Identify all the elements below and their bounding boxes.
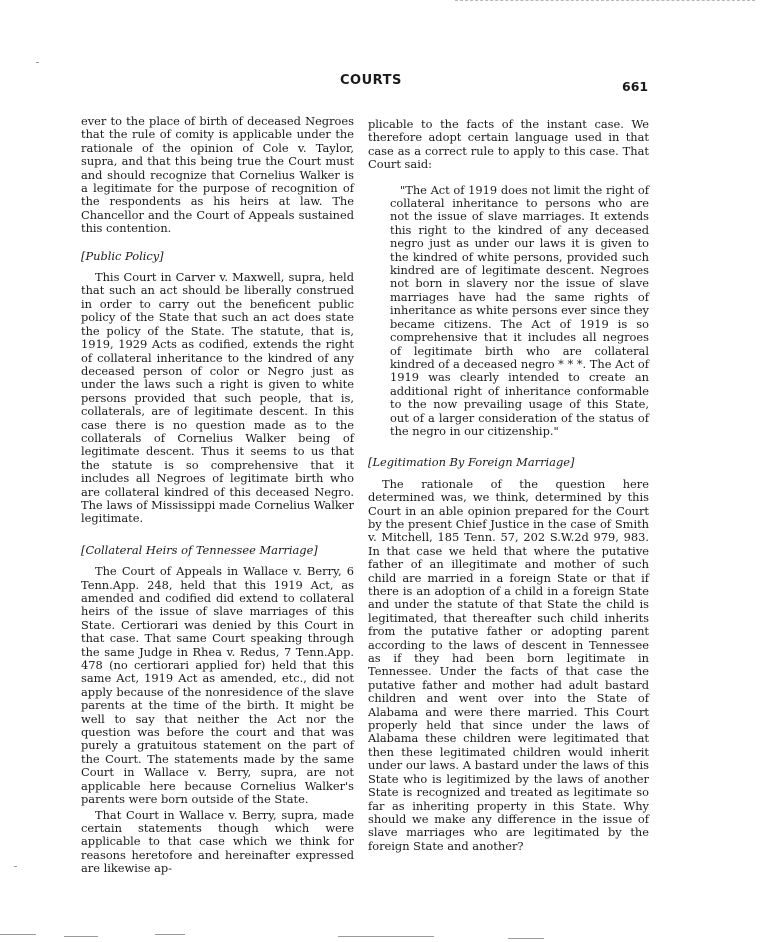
block-quote: "The Act of 1919 does not limit the right of collateral inheritance to persons who are not the issue of slave marriages. It extends this right to the kindred of any deceased negro just as under our laws it is given to the kindred of white persons, provided such kindred are of legitimate descent. Negroes not born in slavery nor the issue of slave marriages have had the same rights of inheritance as white persons ever since they became citizens. The Act of 1919 is so comprehensive that it includes all negroes of legitimate birth who are collateral kindred of a deceased negro * * *. The Act of 1919 was clearly intended to create an additional right of inheritance conformable to the now prevailing usage of this State, out of a larger consideration of the status of the negro in our citizenship." <box>390 182 649 438</box>
scan-mark <box>64 936 98 937</box>
top-edge-rule <box>455 0 755 1</box>
paragraph-intro: ever to the place of birth of deceased Negroes that the rule of comity is applicable under the rationale of the opinion of Cole v. Taylor, supra, and that this being true the Court must and should recognize that Cornelius Walker is a legitimate for the purpose of recognition of the respondents as his heirs at law. The Chancellor and the Court of Appeals sustained this contention. <box>81 114 354 236</box>
scan-mark <box>155 934 185 935</box>
section-heading-foreign-marriage: [Legitimation By Foreign Marriage] <box>368 455 575 470</box>
paragraph-public-policy: This Court in Carver v. Maxwell, supra, held that such an act should be liberally construed in order to carry out the beneficent public policy of the State that such an act does state the policy of the State. The statute, that is, 1919, 1929 Acts as codified, extends the right of collateral inheritance to the kindred of any deceased person of color or Negro just as under the laws such a right is given to white persons provided that such people, that is, collaterals, are of legitimate descent. In this case there is no question made as to the collaterals of Cornelius Walker being of legitimate descent. Thus it seems to us that the statute is so comprehensive that it includes all Negroes of legitimate birth who are collateral kindred of this deceased Negro. The laws of Mississippi made Cornelius Walker legitimate. <box>81 270 354 526</box>
paragraph-continued: plicable to the facts of the instant case. We therefore adopt certain language used in that case as a correct rule to apply to this case. That Court said: <box>368 117 649 172</box>
paragraph-collateral-heirs-2: That Court in Wallace v. Berry, supra, made certain statements though which were applicable to that case which we think for reasons heretofore and hereinafter expressed are likewise ap- <box>81 807 354 876</box>
page-number: 661 <box>622 79 649 94</box>
scan-mark <box>0 934 36 935</box>
running-head: COURTS <box>340 73 402 88</box>
left-column <box>81 115 354 876</box>
right-column <box>368 118 649 853</box>
scan-mark <box>36 62 39 63</box>
scan-mark <box>338 936 434 937</box>
section-heading-public-policy: [Public Policy] <box>81 248 164 263</box>
section-heading-collateral-heirs: [Collateral Heirs of Tennessee Marriage] <box>81 542 318 557</box>
scan-mark <box>14 866 17 867</box>
scan-mark <box>508 938 544 939</box>
paragraph-foreign-marriage: The rationale of the question here determined was, we think, determined by this Court in an able opinion prepared for the Court by the present Chief Justice in the case of Smith v. Mitchell, 185 Tenn. 57, 202 S.W.2d 979, 983. In that case we held that where the putative father of an illegitimate and mother of such child are married in a foreign State or that if there is an adoption of a child in a foreign State and under the statute of that State the child is legitimated, that thereafter such child inherits from the putative father or adopting parent according to the laws of descent in Tennessee as if they had been born legitimate in Tennessee. Under the facts of that case the putative father and mother had adult bastard children and went over into the State of Alabama and were there married. This Court properly held that since under the laws of Alabama these children were legitimated that then these legitimated children would inherit under our laws. A bastard under the laws of this State who is legitimized by the laws of another State is recognized and treated as legitimate so far as inheriting property in this State. Why should we make any difference in the issue of slave marriages who are legitimated by the foreign State and another? <box>368 476 649 853</box>
paragraph-collateral-heirs-1: The Court of Appeals in Wallace v. Berry, 6 Tenn.App. 248, held that this 1919 Act, as amended and codified did extend to collateral heirs of the issue of slave marriages of this State. Certiorari was denied by this Court in that case. That same Court speaking through the same Judge in Rhea v. Redus, 7 Tenn.App. 478 (no certiorari applied for) held that this same Act, 1919 Act as amended, etc., did not apply because of the nonresidence of the slave parents at the time of the birth. It might be well to say that neither the Act nor the question was before the court and that was purely a gratuitous statement on the part of the Court. The statements made by the same Court in Wallace v. Berry, supra, are not applicable here because Cornelius Walker's parents were born outside of the State. <box>81 564 354 807</box>
